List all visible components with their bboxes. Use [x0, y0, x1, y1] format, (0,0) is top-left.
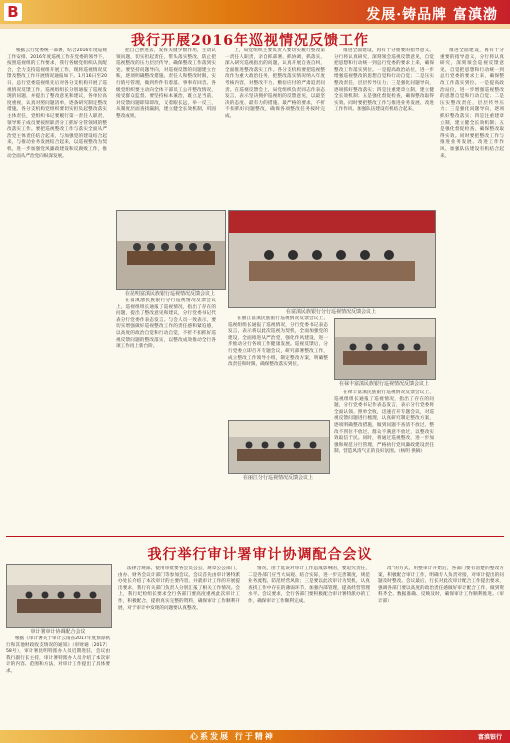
audit-column-1-text: 根据《审计署关于审计云南省2017年度预算执行和其他财政收支情况的通知》（审财通〔2017〕58号），审计署昆明特派办人员近期进驻，会议由我行副行长主持，审计署特派办人员介绍了本次审计的内容、范围和方法，对审计工作提出了具体要求。 — [6, 636, 110, 674]
article-column-8 — [440, 48, 504, 526]
page-header-title: 发展·铸品牌 富滇渤 — [366, 7, 498, 23]
column-1-text: 根据云行党委统一部署，结合2016年度巡视工作安排，2016年度巡视工作在党委的领导下，按照巡视组的工作要求，我行各级党组织认真配合，全力支持巡视组开展工作，现将巡视情况反馈及整改工作开展情况通报如下。1月16日至20日，总行党委巡视组先后对各分支机构开展了巡视情况反馈工作，巡视组组长分别通报了巡视发现的问题，并提出了整改意见和建议，各单位高度重视，认真对照问题清单，逐条研究制定整改措施。各分支机构党组织要切实担负起整改落实主体责任，党组织书记要履行第一责任人职责，领导班子成员要按照职责分工抓好分管领域的整改落实工作。要把巡视整改工作与落实全面从严治党主体责任结合起来，与加强党的建设结合起来，与推动业务发展结合起来，以巡视整改为契机，进一步加强党风廉政建设和反腐败工作，推动全面从严治党向纵深发展。 — [7, 48, 107, 159]
photo-caption-3: 在丽江分行巡视情况反馈会议上 — [242, 475, 313, 481]
page-header — [0, 0, 510, 24]
article-column-1 — [7, 48, 107, 526]
article-column-6 — [228, 316, 328, 416]
article-column-2 — [116, 48, 216, 206]
headline-inspection: 我行开展2016年巡视情况反馈工作 — [131, 33, 369, 49]
audit-column-1 — [6, 636, 110, 724]
photo-caption-2: 在富滇民族银行分行巡视情况反馈会议上 — [285, 309, 376, 315]
column-5-text: 在富滇渤民族银行分行巡视情况反馈会议上，巡视组组长通报了巡视情况，指出了存在的问题，提出了整改意见和建议，分行党委书记代表分行党委作表态发言。与会人员一致表示，要切实增强做好巡视整改工作的责任感和紧迫感，以高度的政治自觉和行动自觉，不折不扣抓好巡视反馈问题的整改落实，以整改成效推动全行各项工作再上新台阶。 — [116, 298, 216, 350]
audit-column-2 — [118, 566, 240, 724]
column-4-text: 推进全面建设，再有十分重要的指导意义，分行将认真研究，深刻领会巡视反馈意见，自觉把思想和行动统一到总行党委的要求上来，确保整改工作落实到位。一是提高政治站位，进一步增强巡视整改的思想自觉和行动自觉；二是压实整改责任，层层传导压力；三是强化问题导向，逐项抓好整改落实；四是注重建章立制，建立健全长效机制；五是强化督促检查，确保整改取得实效。同时要把整改工作与推进业务发展、改进工作作风、加强队伍建设有机结合起来。 — [334, 48, 434, 113]
audit-column-3-text: 情况，由于延误对审计工作造成影响的，要追究责任，二是各部门应当大局观、结合实际，进一步完善制度，规范业务流程，防范经营风险；三是要以此次审计为契机，认真查找工作中存在的薄弱环节，加强内部管理，提高经营管理水平。会议要求，全行各部门要积极配合审计署特派办的工作，确保审计工作顺利完成。 — [248, 566, 370, 604]
column-2-text: 把自己摆进去，发挥关键少数作用，主动认领问题，切实担起责任，带头落实整改，防止把巡视整改的压力层层传导，确保整改工作落到实处。要坚持问题导向，对巡视反馈的问题建立台账，逐项明确整改措施、责任人和整改时限，实行销号管理，做到件件有着落、事事有回音。各级党组织要主动向全体干部员工公开整改情况，接受群众监督。要坚持标本兼治，既立足当前，对反馈问题即知即改，又着眼长远，举一反三，从制度层面查找漏洞，建立健全长效机制，巩固整改成果。 — [116, 48, 216, 119]
audit-column-4 — [378, 566, 504, 724]
audit-column-4-text: 改”的方式，用整审计开始后，各部门要有清楚的整改方案，积极配合审计工作，明确专人负责对接，对审计提出的问题及时整改。会议最后，行长对此次审计配合工作提出要求，强调各部门要以高度的政治责任感做好审计配合工作，做到资料齐全、数据准确、反映及时，确保审计工作顺利推进。（审计部） — [378, 566, 504, 604]
audit-photo-caption: 审计署审计协调配合会议 — [30, 629, 86, 635]
header-wave-band — [0, 24, 510, 29]
section-divider — [6, 536, 504, 537]
article-column-7 — [334, 390, 434, 526]
article-column-5 — [116, 298, 216, 526]
audit-column-3 — [248, 566, 370, 724]
page-footer — [0, 730, 510, 743]
headline-audit: 我行举行审计署审计协调配合会议 — [147, 547, 373, 563]
audit-column-2-text: 法律合规部、使用审批要各会员公公，规章公公部门，由办、财务会议计部门等参加会议。会议首先由审计署特派办处长介绍了本次审计的主要内容，并就审计工作的开展提出要求，我行有关部门负责人分别汇报了相关工作情况。会上，我行纪检组长要求全行各部门要高度重视此次审计工作，积极配合，提供真实完整的资料，确保审计工作顺利开展，对于审计中发现的问题要认真整改。 — [118, 566, 240, 611]
article-column-4 — [334, 48, 434, 206]
footer-logo: 富滇银行 — [477, 734, 502, 741]
article-column-3 — [225, 48, 325, 206]
photo-branch-meeting — [228, 210, 436, 308]
column-8-text: 推进全面建设，再有十分重要的指导意义，分行将认真研究，深刻领会巡视反馈意见，自觉把思想和行动统一到总行党委的要求上来，确保整改工作落实到位。一是提高政治站位，进一步增强巡视整改的思想自觉和行动自觉；二是压实整改责任，层层传导压力；三是强化问题导向，逐项抓好整改落实；四是注重建章立制，建立健全长效机制；五是强化督促检查，确保整改取得实效。同时要把整改工作与推进业务发展、改进工作作风、加强队伍建设有机结合起来。 — [440, 48, 504, 159]
footer-slogan: 心系发展 行于精神 — [190, 731, 275, 741]
photo-lijiang-meeting — [228, 420, 330, 474]
section-letter: B — [4, 3, 22, 21]
photo-kunming-meeting — [116, 210, 226, 290]
photo-caption-1: 在昆明富滇民族银行巡视情况反馈会议上 — [124, 291, 215, 297]
photo-caption-4: 在禄丰富滇民族银行巡视情况反馈会议上 — [338, 381, 429, 387]
column-7-text: 在禄丰富滇民族银行巡视情况反馈会议上，巡视组组长通报了巡视情况，指出了存在的问题，分行党委书记作表态发言，表示分行党委将全面认领、照单全收，迅速召开专题会议，对巡视反馈问题进行梳理，认真研究制定整改方案，逐项明确整改措施，做到问题不查清不放过、整改不到位不放过、群众不满意不放过，以整改实效取信于民。同时，将通过巡视整改，进一步加强和规范分行管理，严格执行党风廉政建设责任制，营造风清气正的良好氛围。（杨明 供稿） — [334, 390, 434, 455]
column-3-text: 上，局党组织主要负责人要切实履行整改第一责任人职责，亲自抓部署、抓协调、抓落实，深入研究巡视指出的问题，认真开展自查自纠，全面推进整改落实工作。各分支机构要把巡视整改作为重大政治任务，把整改落实情况纳入年度考核内容，对整改不力、敷衍应付的严肃追责问责。在巡视反馈会上，局党组织负责同志作表态发言，表示坚决拥护巡视组的反馈意见，以最坚决的态度、最有力的措施、最严格的要求，不折不扣抓好问题整改，确保各项整改任务按时完成。 — [225, 48, 325, 119]
photo-audit-meeting — [6, 564, 112, 628]
column-6-text: 在丽江富滇民族银行巡视情况反馈会议上，巡视组组长通报了巡视情况，分行党委书记表态发言，表示将以此次巡视为契机，全面加强党的建设，全面推进从严治党，强化作风建设，进一步推动分行各项工作健康发展。巡视反馈后，分行党委立即召开专题会议，研究部署整改工作，成立整改工作领导小组，制定整改方案，明确整改责任和时限，确保整改落实到位。 — [228, 316, 328, 368]
photo-lufeng-meeting — [334, 318, 436, 380]
